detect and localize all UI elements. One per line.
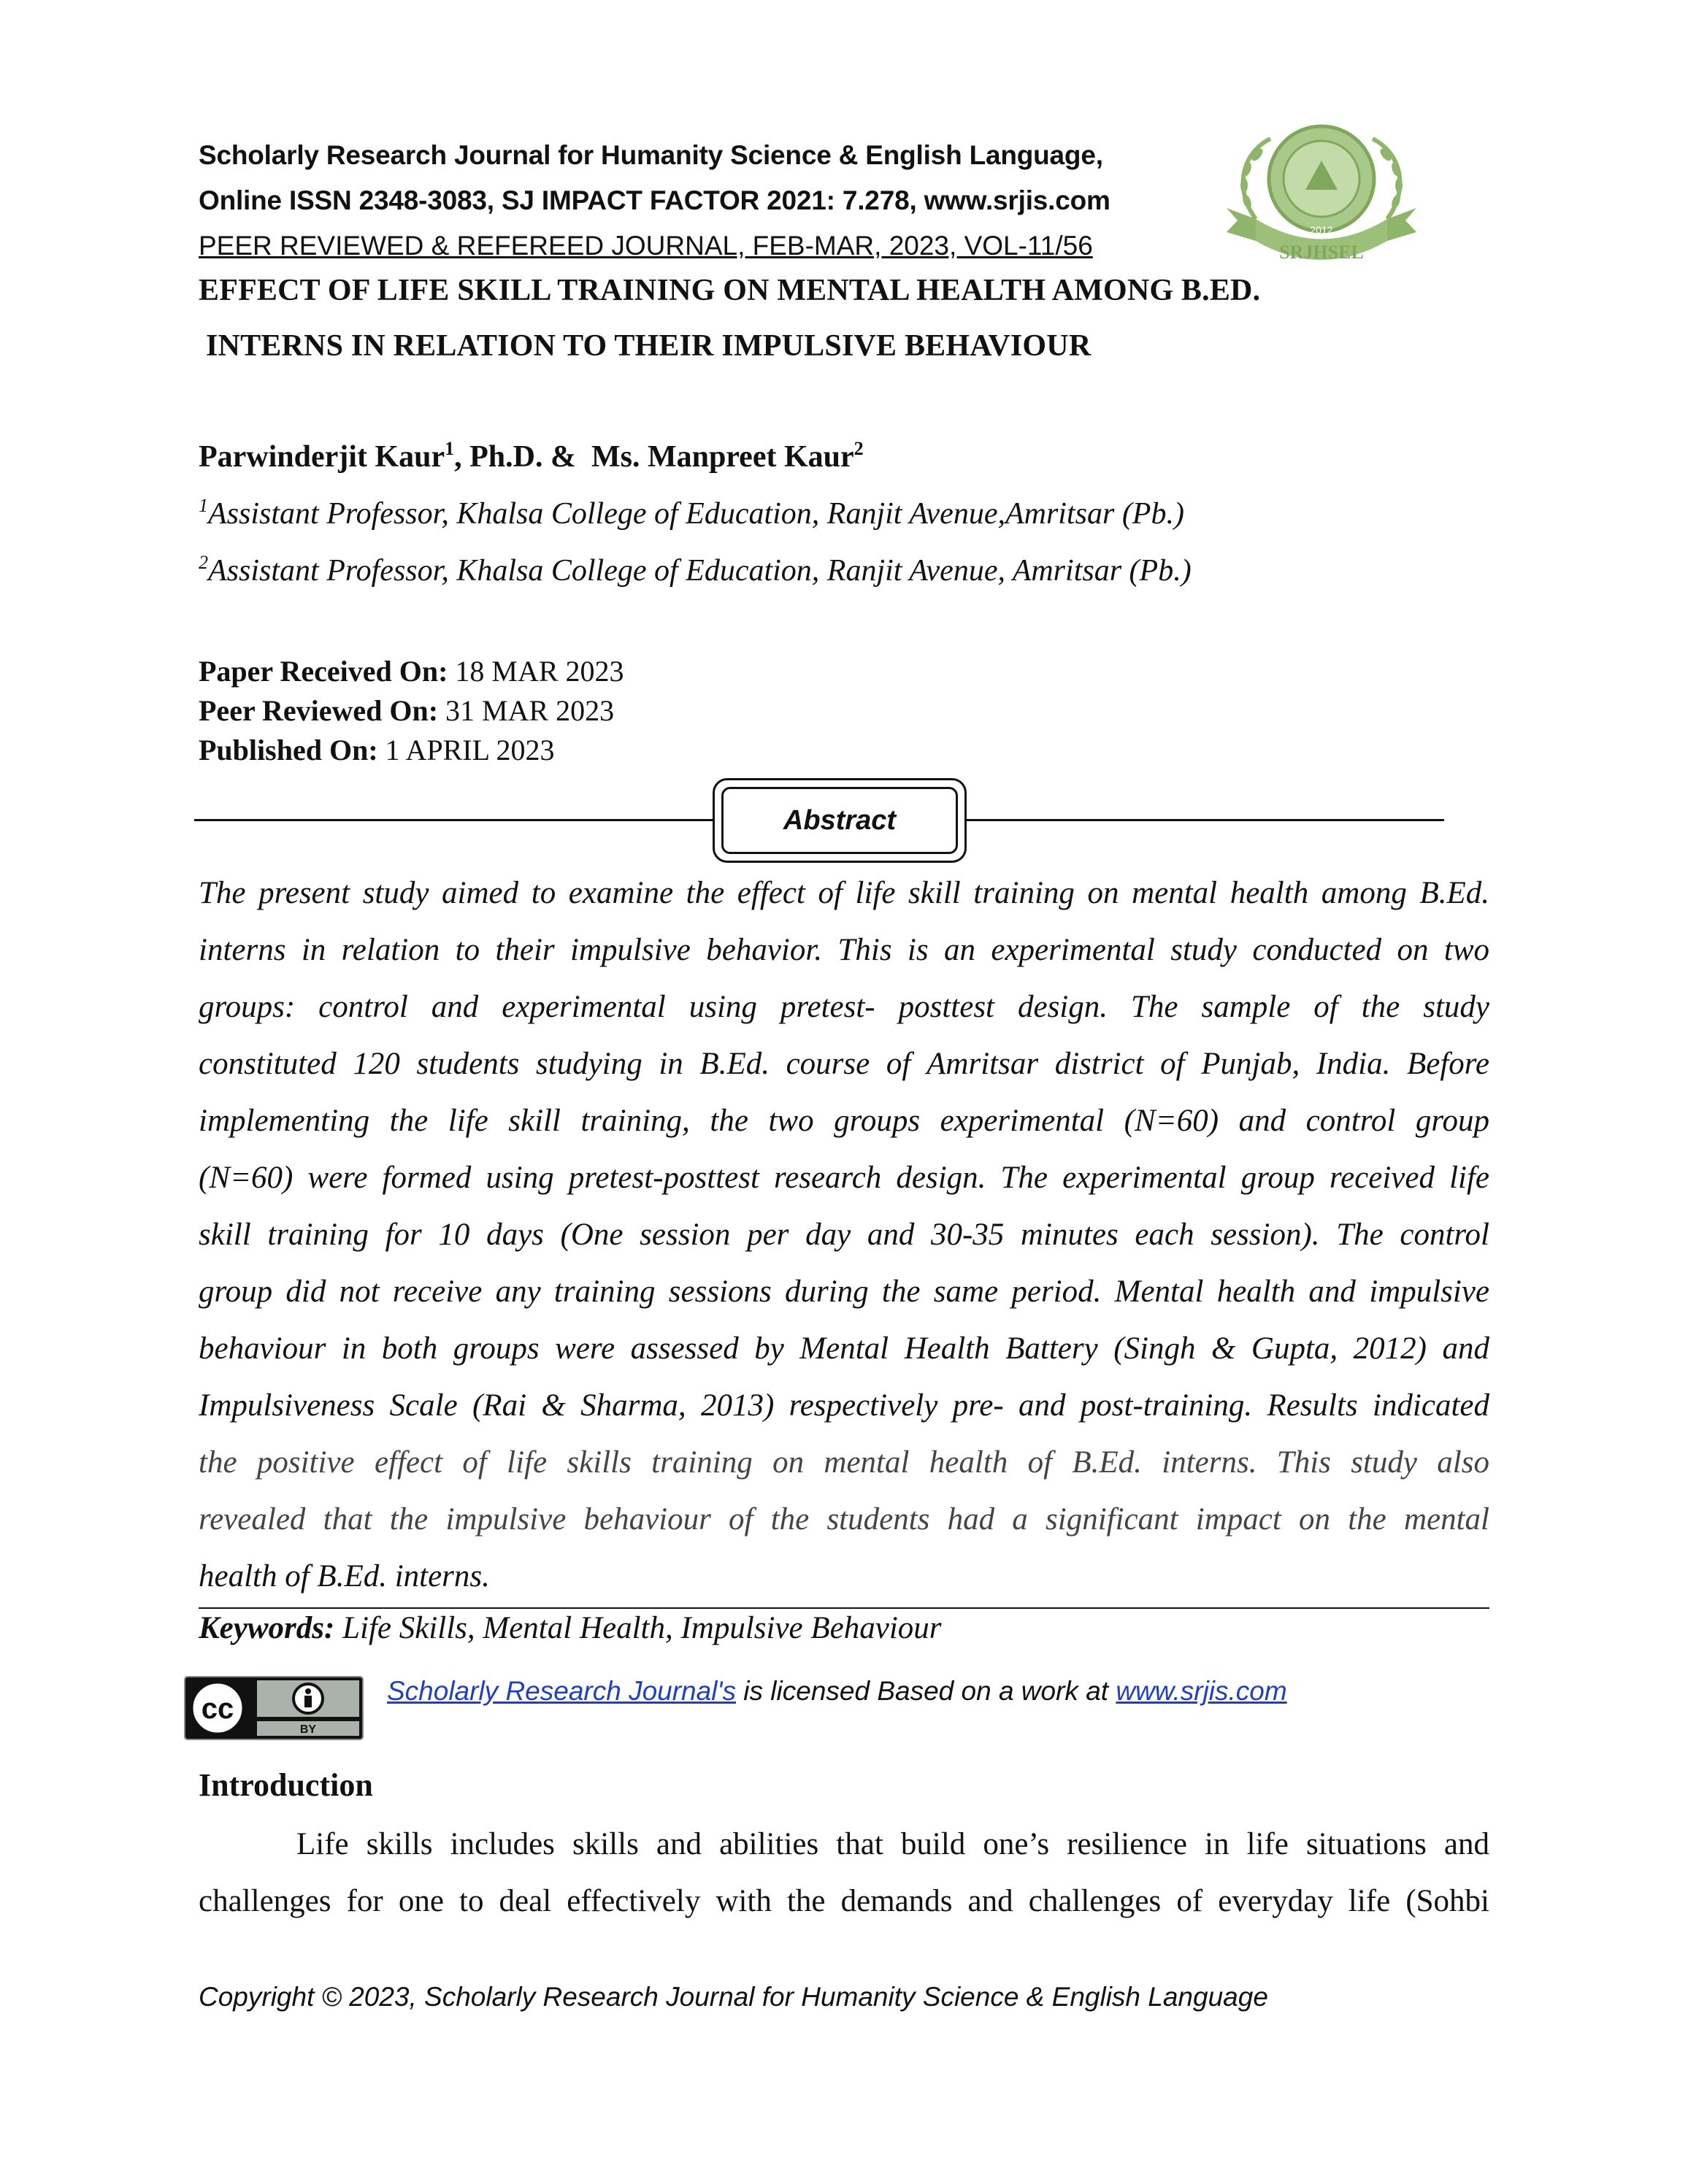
abstract-line: revealed that the impulsive behaviour of the students had a significant impact on the mental bbox=[199, 1502, 1489, 1537]
paper-title-line1: EFFECT OF LIFE SKILL TRAINING ON MENTAL HEALTH AMONG B.ED. bbox=[199, 274, 1261, 307]
author-2: Ms. Manpreet Kaur bbox=[591, 440, 854, 474]
affiliation-1-sup: 1 bbox=[199, 495, 208, 516]
abstract-rule-left bbox=[194, 819, 713, 821]
journal-volume-line: PEER REVIEWED & REFEREED JOURNAL, FEB-MAR, 2023, VOL-11/56 bbox=[199, 231, 1093, 261]
abstract-line: groups: control and experimental using pretest- posttest design. The sample of the study bbox=[199, 990, 1489, 1024]
reviewed-date bbox=[199, 693, 614, 728]
reviewed-value: 31 MAR 2023 bbox=[438, 694, 615, 727]
journal-name: Scholarly Research Journal for Humanity Science & English Language, bbox=[199, 140, 1103, 170]
abstract-line: health of B.Ed. interns. bbox=[199, 1559, 490, 1593]
abstract-line: (N=60) were formed using pretest-posttest research design. The experimental group received life bbox=[199, 1161, 1489, 1195]
affiliation-1 bbox=[199, 496, 1184, 531]
author-2-sup: 2 bbox=[853, 438, 864, 459]
cc-badge-text: BY bbox=[299, 1723, 317, 1736]
abstract-rule-right bbox=[967, 819, 1444, 821]
abstract-line: interns in relation to their impulsive behavior. This is an experimental study conducted on two bbox=[199, 933, 1489, 967]
published-date bbox=[199, 733, 555, 767]
journal-issn-line: Online ISSN 2348-3083, SJ IMPACT FACTOR 2021: 7.278, www.srjis.com bbox=[199, 185, 1110, 215]
introduction-body bbox=[199, 1816, 1489, 1930]
received-date bbox=[199, 654, 624, 688]
published-label: Published On: bbox=[199, 734, 378, 766]
reviewed-label: Peer Reviewed On: bbox=[199, 694, 439, 727]
affiliation-2-sup: 2 bbox=[199, 552, 208, 573]
abstract-line: implementing the life skill training, the two groups experimental (N=60) and control group bbox=[199, 1104, 1489, 1138]
cc-by-license-icon bbox=[184, 1676, 364, 1740]
journal-logo bbox=[1212, 109, 1431, 270]
abstract-heading: Abstract bbox=[721, 787, 958, 854]
affiliation-2-text: Assistant Professor, Khalsa College of Education, Ranjit Avenue, Amritsar (Pb.) bbox=[208, 554, 1192, 588]
logo-year: 2012 bbox=[1310, 224, 1333, 236]
abstract-line: Impulsiveness Scale (Rai & Sharma, 2013) respectively pre- and post-training. Results indicated bbox=[199, 1388, 1489, 1423]
intro-line: Life skills includes skills and abilities that build one’s resilience in life situations and bbox=[296, 1827, 1489, 1861]
svg-text:cc: cc bbox=[201, 1693, 234, 1725]
published-value: 1 APRIL 2023 bbox=[377, 734, 555, 766]
srjis-link[interactable]: www.srjis.com bbox=[1116, 1676, 1287, 1706]
affiliation-1-text: Assistant Professor, Khalsa College of Education, Ranjit Avenue,Amritsar (Pb.) bbox=[208, 497, 1184, 531]
license-middle-text: is licensed Based on a work at bbox=[736, 1676, 1116, 1706]
author-sep: , Ph.D. & bbox=[454, 440, 591, 474]
abstract-line: behaviour in both groups were assessed by Mental Health Battery (Singh & Gupta, 2012) and bbox=[199, 1331, 1489, 1366]
copyright-footer: Copyright © 2023, Scholarly Research Journal for Humanity Science & English Language bbox=[199, 1982, 1268, 2012]
logo-text: SRJHSEL bbox=[1279, 242, 1364, 263]
author-1: Parwinderjit Kaur bbox=[199, 440, 445, 474]
abstract-body bbox=[199, 865, 1489, 1605]
paper-title-line2: INTERNS IN RELATION TO THEIR IMPULSIVE BEHAVIOUR bbox=[206, 329, 1092, 363]
license-notice bbox=[387, 1676, 1287, 1707]
affiliation-2 bbox=[199, 553, 1192, 588]
abstract-line: skill training for 10 days (One session per day and 30-35 minutes each session). The control bbox=[199, 1218, 1489, 1252]
keywords-rule bbox=[199, 1607, 1489, 1609]
received-value: 18 MAR 2023 bbox=[448, 655, 624, 688]
introduction-heading: Introduction bbox=[199, 1767, 373, 1803]
abstract-line: group did not receive any training sessions during the same period. Mental health and impulsive bbox=[199, 1274, 1489, 1309]
intro-line: challenges for one to deal effectively with the demands and challenges of everyday life (Sohbi bbox=[199, 1884, 1489, 1918]
author-list bbox=[199, 439, 864, 474]
journal-license-link[interactable]: Scholarly Research Journal's bbox=[387, 1676, 737, 1706]
abstract-line: The present study aimed to examine the effect of life skill training on mental health among B.Ed. bbox=[199, 876, 1489, 910]
author-1-sup: 1 bbox=[445, 438, 455, 459]
keywords-value: Life Skills, Mental Health, Impulsive Behaviour bbox=[334, 1611, 942, 1645]
received-label: Paper Received On: bbox=[199, 655, 448, 688]
abstract-line: the positive effect of life skills training on mental health of B.Ed. interns. This study also bbox=[199, 1445, 1489, 1480]
keywords-label: Keywords: bbox=[199, 1611, 335, 1645]
keywords bbox=[199, 1610, 942, 1646]
abstract-line: constituted 120 students studying in B.Ed. course of Amritsar district of Punjab, India. Before bbox=[199, 1047, 1489, 1081]
